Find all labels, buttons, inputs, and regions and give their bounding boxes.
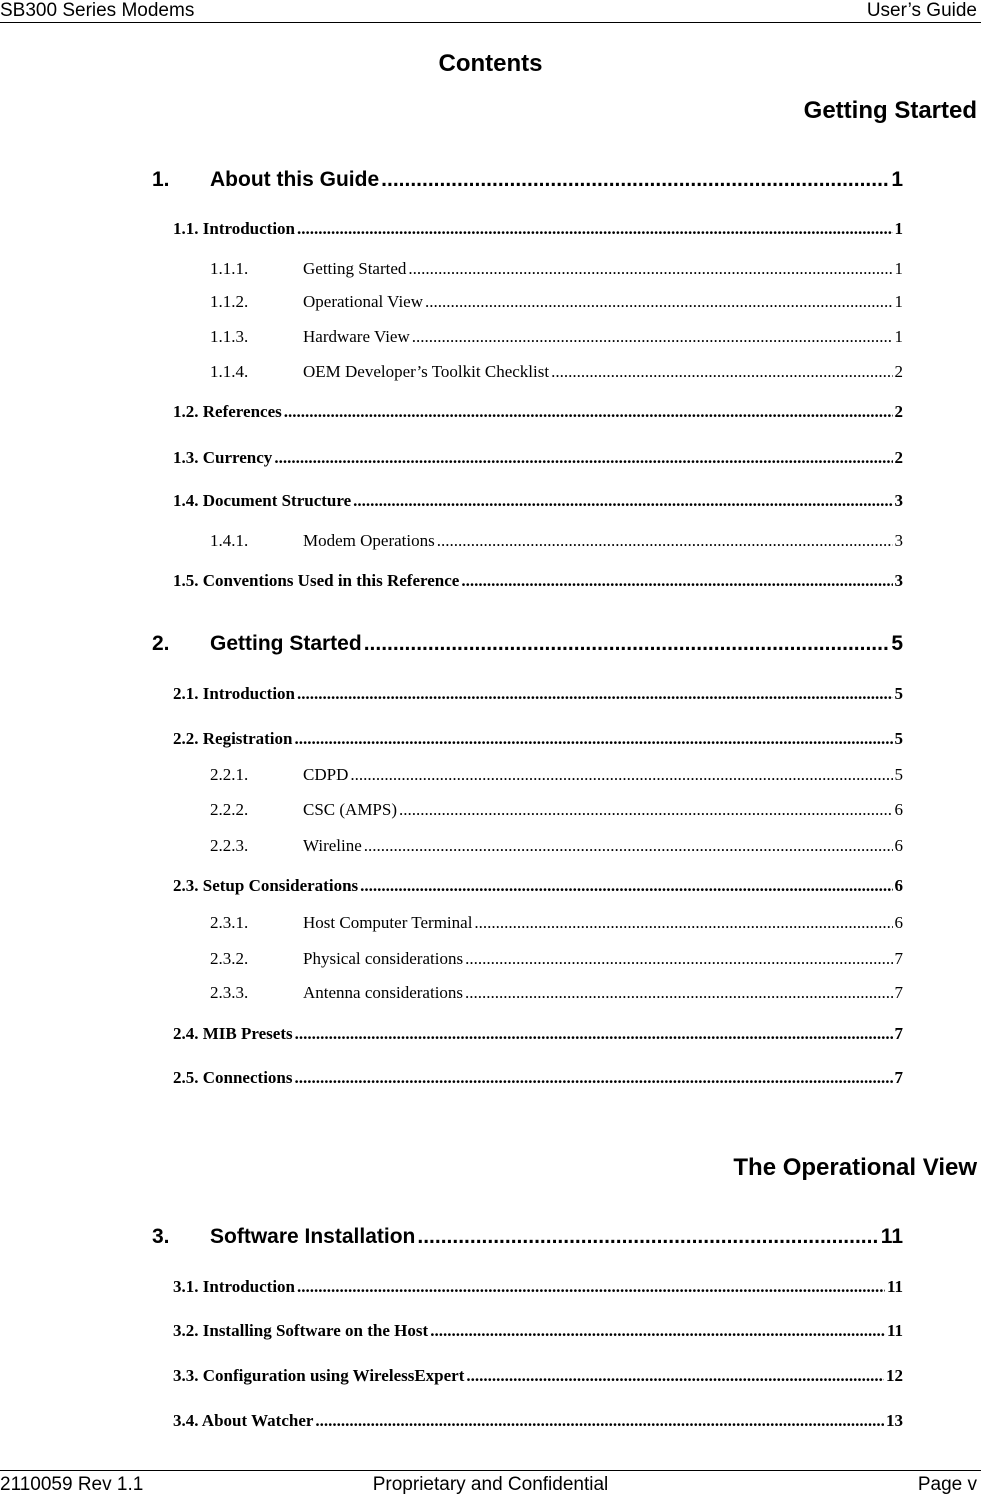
toc-leader [408, 259, 892, 279]
toc-title: Software Installation [210, 1225, 416, 1248]
toc-number: 1.1.1. [210, 259, 249, 278]
toc-entry-section[interactable] [0, 219, 981, 245]
toc-number: 1.4.1. [210, 531, 249, 550]
toc-page: 11 [886, 1277, 903, 1296]
toc-number: 2.2.1. [210, 765, 249, 784]
toc-title: Operational View [303, 292, 423, 311]
toc-leader [430, 1321, 885, 1341]
toc-title: Getting Started [210, 632, 362, 655]
toc-page: 6 [894, 800, 903, 819]
toc-leader [474, 913, 892, 933]
toc-leader [297, 1277, 885, 1297]
toc-number: 2.2.3. [210, 836, 249, 855]
toc-page: 3 [894, 491, 903, 510]
header-guide-title: User’s Guide [866, 0, 977, 21]
toc-title: Host Computer Terminal [303, 913, 473, 932]
toc-entry-subsection[interactable] [0, 983, 981, 1009]
footer-confidentiality: Proprietary and Confidential [372, 1474, 609, 1495]
toc-title: 2.4. MIB Presets [173, 1024, 293, 1043]
toc-leader [294, 1068, 892, 1088]
toc-page: 5 [891, 632, 903, 655]
toc-page: 3 [894, 571, 903, 590]
toc-title: 2.5. Connections [173, 1068, 293, 1087]
toc-leader [399, 800, 892, 820]
toc-entry-section[interactable] [0, 1411, 981, 1437]
toc-page: 7 [894, 1024, 903, 1043]
toc-page: 2 [894, 402, 903, 421]
toc-leader [381, 168, 889, 192]
toc-entry-subsection[interactable] [0, 913, 981, 939]
toc-title: 2.2. Registration [173, 729, 293, 748]
toc-number: 2.3.1. [210, 913, 249, 932]
toc-page: 6 [894, 876, 903, 895]
toc-entry-section[interactable] [0, 491, 981, 517]
toc-leader [437, 531, 893, 551]
toc-page: 7 [894, 983, 903, 1002]
toc-number: 3. [152, 1225, 170, 1248]
toc-entry-subsection[interactable] [0, 531, 981, 557]
toc-title: 1.1. Introduction [173, 219, 296, 238]
toc-title: 3.4. About Watcher [173, 1411, 314, 1430]
toc-title: Antenna considerations [303, 983, 464, 1002]
toc-title: Hardware View [303, 327, 410, 346]
toc-page: 2 [894, 362, 903, 381]
toc-page: 1 [894, 219, 903, 238]
toc-entry-chapter[interactable] [0, 168, 981, 194]
part-title-getting-started: Getting Started [803, 97, 977, 124]
page-footer [0, 1470, 981, 1497]
footer-doc-number: 2110059 Rev 1.1 [0, 1474, 144, 1495]
toc-title: Physical considerations [303, 949, 464, 968]
toc-page: 7 [894, 949, 903, 968]
toc-title: 1.4. Document Structure [173, 491, 352, 510]
toc-title: 1.5. Conventions Used in this Reference [173, 571, 460, 590]
toc-title: 3.1. Introduction [173, 1277, 296, 1296]
toc-leader [353, 491, 892, 511]
toc-entry-section[interactable] [0, 1366, 981, 1392]
toc-entry-section[interactable] [0, 571, 981, 597]
toc-entry-section[interactable] [0, 1321, 981, 1347]
toc-page: 1 [891, 168, 903, 191]
toc-number: 2.3.2. [210, 949, 249, 968]
toc-entry-section[interactable] [0, 876, 981, 902]
toc-entry-section[interactable] [0, 1068, 981, 1094]
footer-page-number: Page v [917, 1474, 977, 1495]
toc-title: About this Guide [210, 168, 380, 191]
toc-leader [294, 729, 892, 749]
toc-title: CSC (AMPS) [303, 800, 398, 819]
toc-number: 1.1.3. [210, 327, 249, 346]
toc-page: 11 [886, 1321, 903, 1340]
toc-leader [297, 684, 892, 704]
header-doc-title: SB300 Series Modems [0, 0, 195, 21]
toc-entry-subsection[interactable] [0, 765, 981, 791]
toc-entry-section[interactable] [0, 448, 981, 474]
toc-page: 1 [894, 292, 903, 311]
toc-title: Getting Started [303, 259, 407, 278]
part-title-operational-view: The Operational View [733, 1154, 977, 1181]
toc-leader [551, 362, 892, 382]
toc-leader [297, 219, 892, 239]
toc-leader [350, 765, 892, 785]
toc-title: 3.3. Configuration using WirelessExpert [173, 1366, 465, 1385]
toc-title: 2.3. Setup Considerations [173, 876, 359, 895]
toc-number: 1.1.4. [210, 362, 249, 381]
toc-title: OEM Developer’s Toolkit Checklist [303, 362, 550, 381]
toc-leader [364, 632, 890, 656]
toc-number: 2.3.3. [210, 983, 249, 1002]
toc-title: 3.2. Installing Software on the Host [173, 1321, 429, 1340]
toc-page: 2 [894, 448, 903, 467]
toc-page: 11 [880, 1225, 903, 1248]
toc-page: 5 [894, 765, 903, 784]
toc-title: Wireline [303, 836, 362, 855]
toc-entry-section[interactable] [0, 729, 981, 755]
toc-leader [284, 402, 893, 422]
toc-entry-subsection[interactable] [0, 259, 981, 285]
toc-page: 12 [886, 1366, 903, 1385]
toc-entry-section[interactable] [0, 1277, 981, 1303]
toc-leader [425, 292, 893, 312]
toc-entry-subsection[interactable] [0, 800, 981, 826]
toc-page: 13 [886, 1411, 903, 1430]
toc-entry-subsection[interactable] [0, 362, 981, 388]
page-header [0, 0, 981, 23]
toc-leader [295, 1024, 893, 1044]
toc-entry-section[interactable] [0, 1024, 981, 1050]
toc-leader [315, 1411, 884, 1431]
toc-title: 2.1. Introduction [173, 684, 296, 703]
toc-leader [360, 876, 892, 896]
toc-entry-section[interactable] [0, 402, 981, 428]
toc-number: 1.1.2. [210, 292, 249, 311]
toc-entry-subsection[interactable] [0, 949, 981, 975]
toc-title: 1.3. Currency [173, 448, 273, 467]
toc-leader [417, 1225, 878, 1249]
toc-number: 2. [152, 632, 170, 655]
toc-entry-subsection[interactable] [0, 327, 981, 353]
toc-leader [466, 1366, 884, 1386]
toc-number: 2.2.2. [210, 800, 249, 819]
toc-leader [274, 448, 892, 468]
toc-leader [465, 983, 892, 1003]
toc-entry-subsection[interactable] [0, 836, 981, 862]
toc-page: 5 [894, 729, 903, 748]
toc-number: 1. [152, 168, 170, 191]
toc-page: 5 [894, 684, 903, 703]
contents-heading: Contents [438, 50, 543, 77]
toc-entry-chapter[interactable] [0, 1225, 981, 1251]
toc-title: Modem Operations [303, 531, 435, 550]
toc-title: CDPD [303, 765, 349, 784]
toc-entry-section[interactable] [0, 684, 981, 710]
toc-entry-subsection[interactable] [0, 292, 981, 318]
toc-leader [465, 949, 892, 969]
toc-entry-chapter[interactable] [0, 632, 981, 658]
toc-leader [461, 571, 892, 591]
toc-page: 6 [894, 913, 903, 932]
toc-page: 3 [894, 531, 903, 550]
toc-page: 7 [894, 1068, 903, 1087]
toc-title: 1.2. References [173, 402, 282, 421]
toc-page: 1 [894, 327, 903, 346]
toc-page: 6 [894, 836, 903, 855]
toc-leader [412, 327, 893, 347]
toc-page: 1 [894, 259, 903, 278]
toc-leader [364, 836, 893, 856]
